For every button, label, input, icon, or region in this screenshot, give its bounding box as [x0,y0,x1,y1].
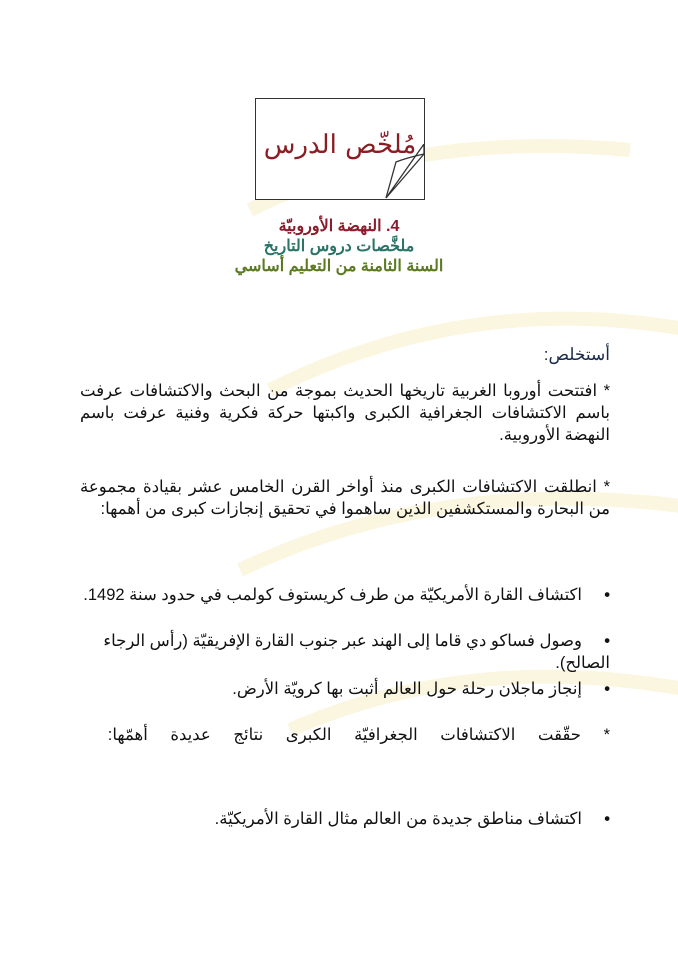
paragraph-2: * انطلقت الاكتشافات الكبرى منذ أواخر القرن الخامس عشر بقيادة مجموعة من البحارة والمستكشفين الذين ساهموا في تحقيق إنجازات كبرى من أهمها: [80,478,610,518]
list-item: •اكتشاف مناطق جديدة من العالم مثال القارة الأمريكيّة. [214,810,610,828]
lesson-title: 4. النهضة الأوروبيّة [278,218,400,235]
paragraph-3: * حقّقت الاكتشافات الجغرافيّة الكبرى نتائج عديدة أهمّها: [107,726,610,744]
list-item: •اكتشاف القارة الأمريكيّة من طرف كريستوف كولمب في حدود سنة 1492. [83,586,610,604]
section-heading: أستخلص: [543,345,610,364]
list-item: •إنجاز ماجلان رحلة حول العالم أثبت بها كرويّة الأرض. [232,680,610,698]
grade-title: السنة الثامنة من التعليم أساسي [234,258,444,275]
paragraph-1: * افتتحت أوروبا الغربية تاريخها الحديث بموجة من البحث والاكتشافات عرفت باسم الاكتشافات الجغرافية الكبرى واكبتها حركة فكرية وفنية عرفت باسم النهضة الأوروبية. [80,382,610,444]
series-title: ملخَّصات دروس التاريخ [263,238,415,255]
box-title: مُلخّص الدرس [263,130,417,160]
list-item: •وصول فساكو دي قاما إلى الهند عبر جنوب القارة الإفريقيّة (رأس الرجاء الصالح). [103,632,610,672]
